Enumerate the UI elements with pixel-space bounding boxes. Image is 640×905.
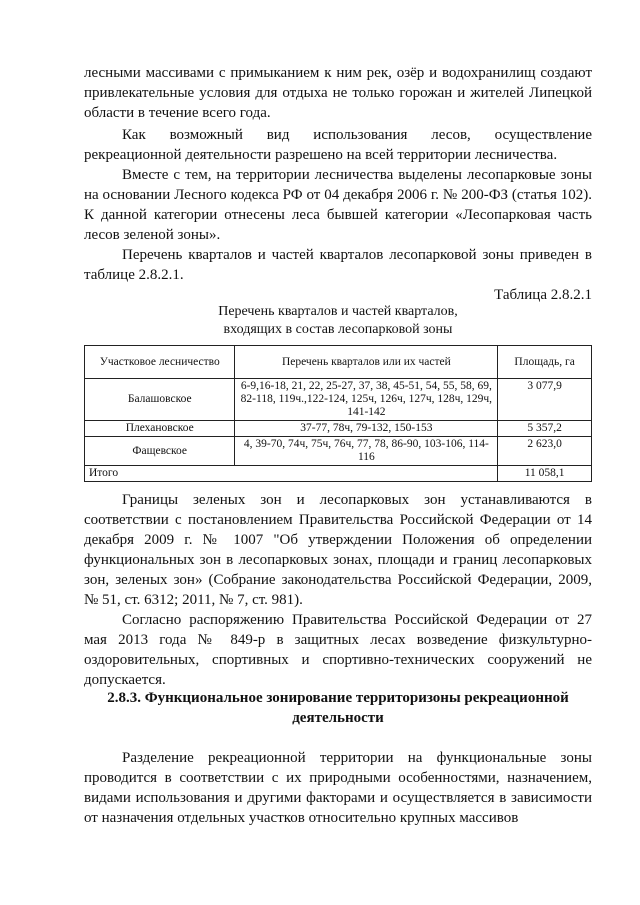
table-row (85, 379, 592, 421)
table-caption-line-1: Перечень кварталов и частей кварталов, (218, 304, 458, 319)
cell-quarters: 4, 39-70, 74ч, 75ч, 76ч, 77, 78, 86-90, 103-106, 114-116 (235, 437, 498, 466)
paragraph-3: Вместе с тем, на территории лесничества выделены лесопарковые зоны на основании Лесного кодекса РФ от 04 декабря 2006 г. № 200-ФЗ (статья 102). К данной категории отнесены леса бывшей категории «Лесопарковая часть лесов зеленой зоны». (84, 167, 592, 243)
table-caption-line-2: входящих в состав лесопарковой зоны (223, 322, 453, 337)
paragraph-6: Согласно распоряжению Правительства Российской Федерации от 27 мая 2013 года № 849-р в защитных лесах возведение физкультурно-оздоровительных, спортивных и спортивно-технических сооружений не допускается. (84, 612, 592, 688)
quarters-table (84, 345, 592, 482)
cell-total-label: Итого (85, 466, 498, 482)
cell-quarters: 37-77, 78ч, 79-132, 150-153 (235, 421, 498, 437)
paragraph-7: Разделение рекреационной территории на функциональные зоны проводится в соответствии с их природными особенностями, назначением, видами использования и другими факторами и осуществляется в зависимости от назначения отдельных участков относительно крупных массивов (84, 750, 592, 826)
header-area: Площадь, га (498, 346, 592, 379)
cell-total-area: 11 058,1 (498, 466, 592, 482)
header-quarters: Перечень кварталов или их частей (235, 346, 498, 379)
table-header-row (85, 346, 592, 379)
cell-forestry: Плехановское (85, 421, 235, 437)
cell-area: 5 357,2 (498, 421, 592, 437)
table-label: Таблица 2.8.2.1 (494, 287, 592, 303)
cell-forestry: Фащевское (85, 437, 235, 466)
header-forestry: Участковое лесничество (85, 346, 235, 379)
table-row (85, 437, 592, 466)
cell-area: 2 623,0 (498, 437, 592, 466)
table-total-row (85, 466, 592, 482)
paragraph-4: Перечень кварталов и частей кварталов лесопарковой зоны приведен в таблице 2.8.2.1. (84, 247, 592, 283)
cell-area: 3 077,9 (498, 379, 592, 421)
cell-quarters: 6-9,16-18, 21, 22, 25-27, 37, 38, 45-51, 54, 55, 58, 69, 82-118, 119ч.,122-124, 125ч, 126ч, 127ч, 128ч, 129ч, 141-142 (235, 379, 498, 421)
table-row (85, 421, 592, 437)
paragraph-1: лесными массивами с примыканием к ним рек, озёр и водохранилищ создают привлекательные условия для отдыха не только горожан и жителей Липецкой области в течение всего года. (84, 65, 592, 121)
section-heading-line-1: 2.8.3. Функциональное зонирование территоризоны рекреационной (107, 690, 569, 706)
paragraph-2: Как возможный вид использования лесов, осуществление рекреационной деятельности разрешено на всей территории лесничества. (84, 127, 592, 163)
paragraph-5: Границы зеленых зон и лесопарковых зон устанавливаются в соответствии с постановлением Правительства Российской Федерации от 14 декабря 2009 г. № 1007 "Об утверждении Положения об определении функциональных зон в лесопарковых зонах, площади и границ лесопарковых зон, зеленых зон» (Собрание законодательства Российской Федерации, 2009, № 51, ст. 6312; 2011, № 7, ст. 981). (84, 492, 592, 608)
section-heading-line-2: деятельности (292, 710, 384, 726)
cell-forestry: Балашовское (85, 379, 235, 421)
